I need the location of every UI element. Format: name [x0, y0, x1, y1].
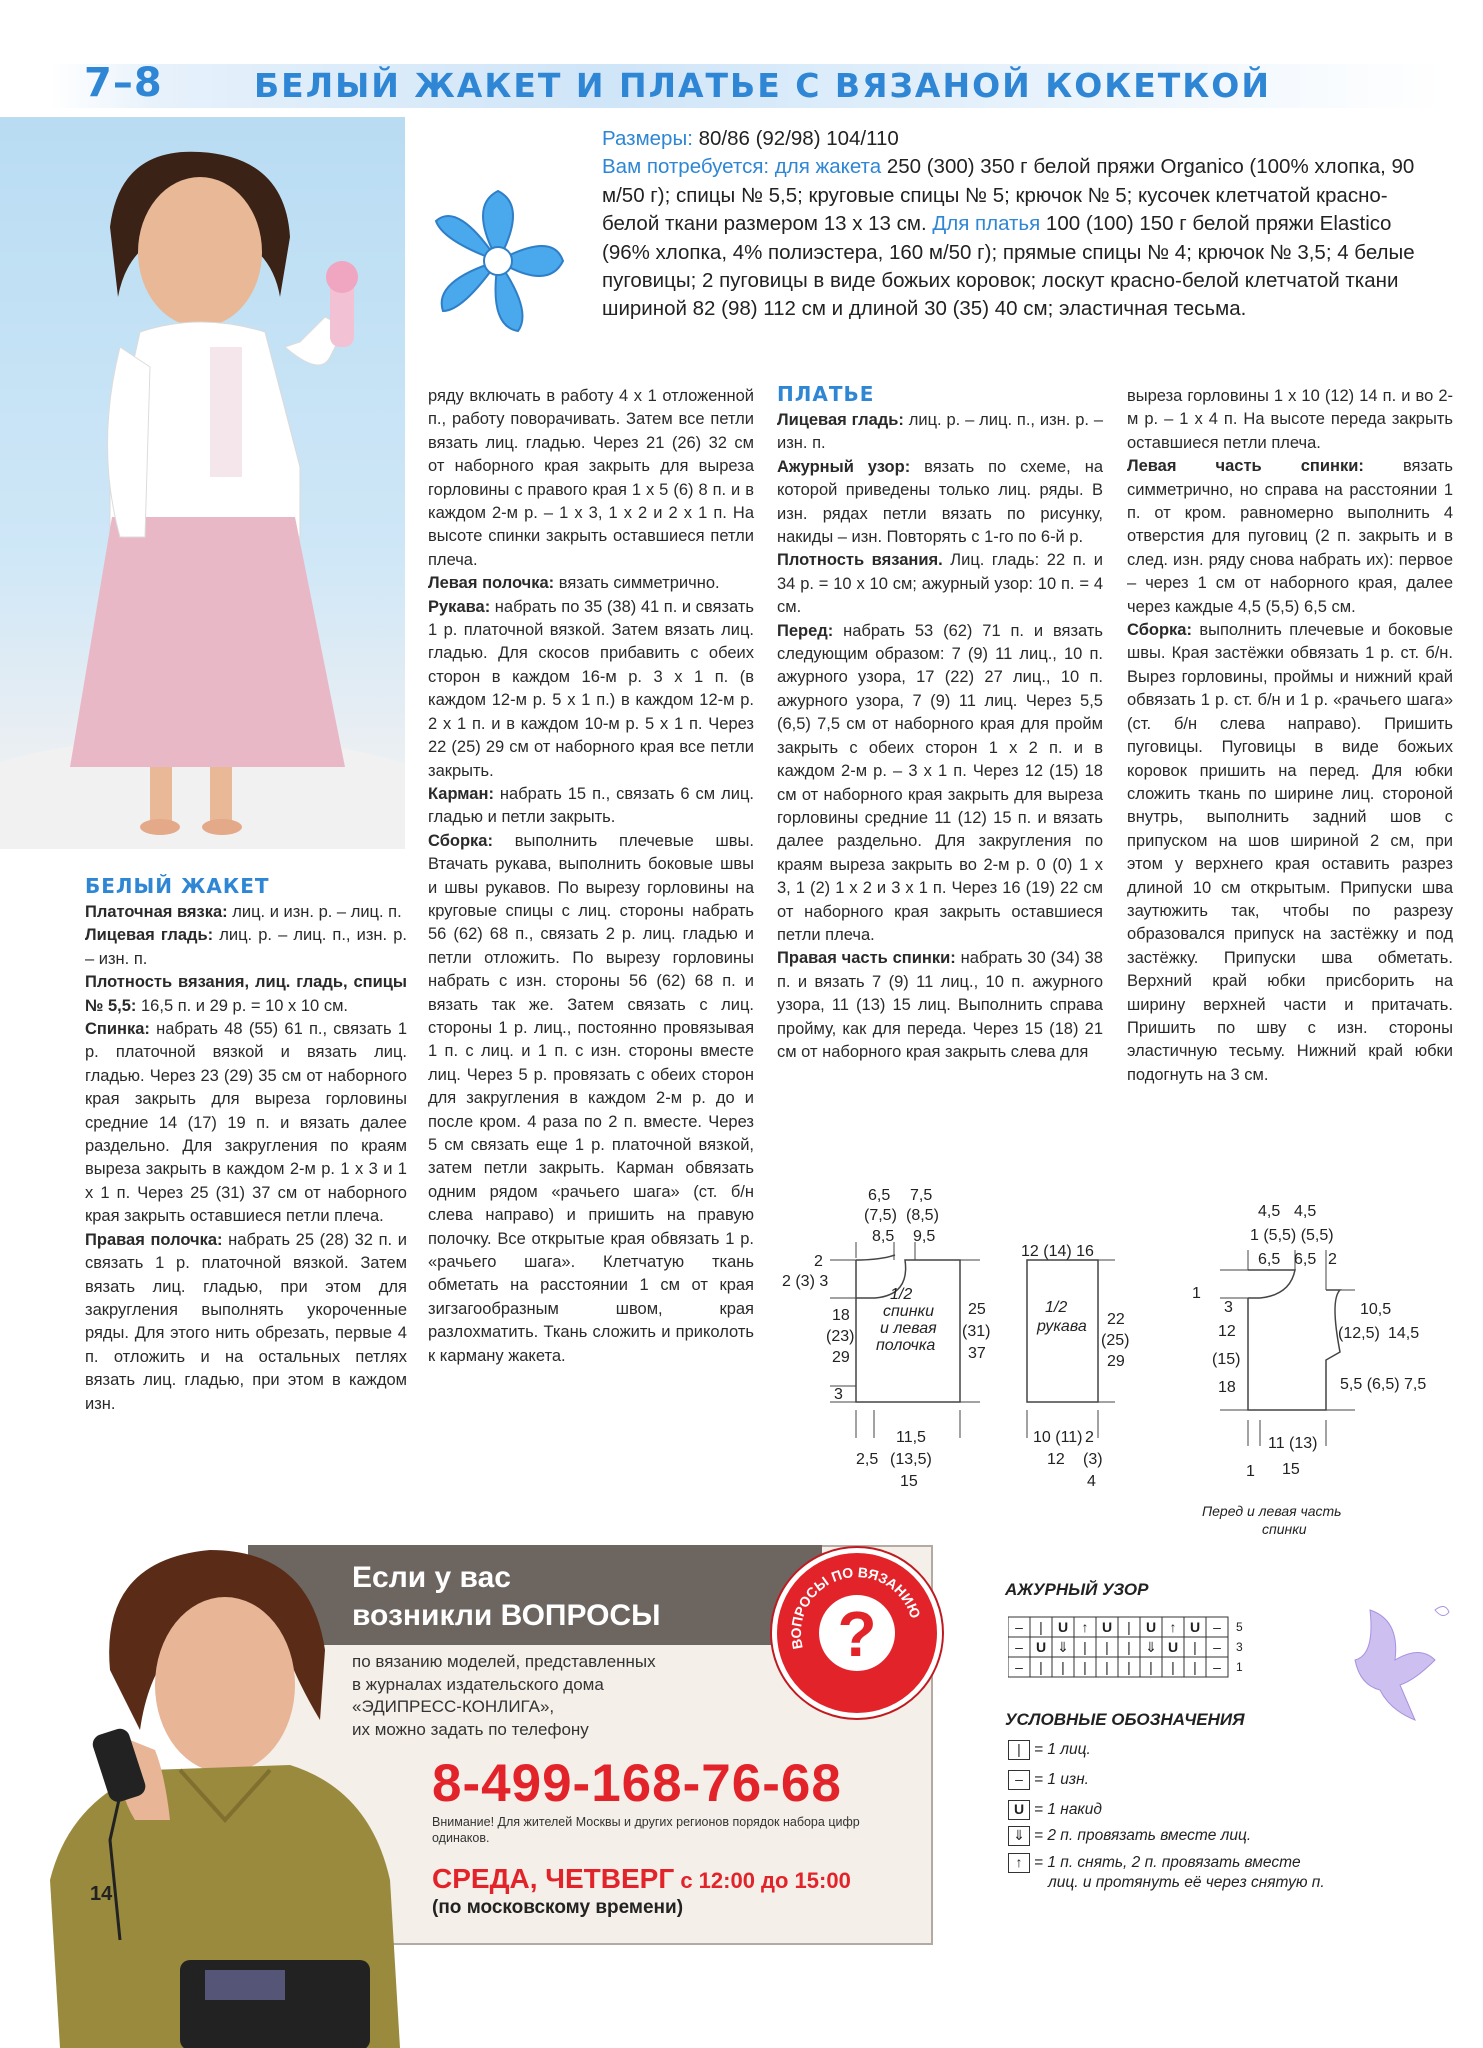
piece-label: 1/2 [890, 1286, 913, 1303]
paragraph [1127, 455, 1453, 619]
text: набрать 53 (62) 71 п. и вязать следующим образом: 7 (9) 11 лиц., 10 п. ажурного узора, 17 (22) 27 лиц., 10 п. ажурного узора, 7 (9) 11 лиц. Через 5,5 (6,5) 7,5 см от наборного края для пройм закрыть с обеих сторон 1 х 2 п. и в каждом 2-м р. – 3 х 1 п. Через 12 (15) 18 см от наборного края закрыть для выреза горловины средние 11 (12) 15 п. и вязать далее раздельно. Для закругления по краям выреза закрыть во 2-м р. 0 (0) 1 х 3, 1 (2) 1 х 2 и 3 х 1 п. Через 16 (19) 22 см от наборного края закрыть оставшиеся петли плеча. [777, 621, 1103, 944]
svg-text:|: | [1105, 1659, 1109, 1675]
paragraph [777, 456, 1103, 550]
flower-icon [428, 186, 568, 336]
paragraph [85, 924, 407, 971]
dim-label: 37 [968, 1345, 986, 1362]
paragraph [1127, 619, 1453, 1087]
diagram-caption: Перед и левая часть [1202, 1503, 1342, 1519]
svg-text:–: – [1015, 1639, 1023, 1655]
svg-text:–: – [1213, 1659, 1221, 1675]
svg-text:|: | [1127, 1619, 1131, 1635]
dim-label: 6,5 [868, 1187, 891, 1204]
purl-icon: – [1008, 1770, 1030, 1790]
pattern-back-front [770, 1180, 1000, 1500]
term: Карман: [428, 784, 494, 803]
piece-label: полочка [876, 1337, 936, 1354]
dim-label: 4 [1087, 1473, 1096, 1490]
bird-icon [1340, 1590, 1460, 1730]
article-number: 7–8 [84, 60, 163, 106]
dim-label: 1 [1246, 1463, 1255, 1480]
svg-text:–: – [1015, 1619, 1023, 1635]
svg-text:–: – [1015, 1659, 1023, 1675]
promo-desc-line: по вязанию моделей, представленных [352, 1652, 656, 1671]
text: вязать симметрично. [554, 574, 720, 593]
text: набрать 48 (55) 61 п., связать 1 р. платочной вязкой и вязать лиц. гладью. Через 23 (29) 35 см от наборного края закрыть для выреза горловины средние 14 (17) 19 п. и вязать далее раздельно. Для закругления по краям выреза закрыть в каждом 2-м р. 1 х 3 и 1 х 1 п. Через 25 (31) 37 см от наборного края закрыть оставшиеся петли плеча. [85, 1020, 407, 1226]
column-dress-cont [1127, 385, 1453, 1087]
paragraph: ряду включать в работу 4 х 1 отложенной п., работу поворачивать. Затем все петли вязать лиц. гладью. Через 21 (26) 32 см от наборного края закрыть для выреза горловины с правого края 1 х 5 (6) 8 п. и в каждом 2-м р. – 1 х 3, 1 х 2 и 2 х 1 п. На высоте спинки закрыть оставшиеся петли плеча. [428, 387, 754, 569]
row-number: 1 [1236, 1660, 1243, 1674]
text: 16,5 п. и 29 р. = 10 х 10 см. [136, 996, 348, 1015]
dim-label: 11 (13) [1268, 1435, 1318, 1452]
dim-label: 12 (14) 16 [1021, 1243, 1094, 1260]
term: Левая часть спинки: [1127, 457, 1364, 476]
term: Плотность вязания, лиц. гладь, спицы № 5,5: [85, 973, 407, 1015]
text: Лиц. гладь: 22 п. и 34 р. = 10 х 10 см; ажурный узор: 10 п. = 4 см. [777, 551, 1103, 617]
dim-label: 29 [832, 1349, 850, 1366]
chart-title: АЖУРНЫЙ УЗОР [1005, 1580, 1149, 1599]
lace-chart-grid [1008, 1616, 1238, 1680]
section-title-jacket: БЕЛЫЙ ЖАКЕТ [85, 874, 270, 898]
yarn-over-icon: U [1008, 1800, 1030, 1820]
dim-label: 14,5 [1388, 1325, 1420, 1342]
legend-item: = 1 лиц. [1034, 1741, 1091, 1758]
dim-label: (12,5) [1338, 1325, 1380, 1342]
piece-label: 1/2 [1045, 1299, 1068, 1316]
term: Ажурный узор: [777, 457, 911, 476]
promo-question-2: возникли ВОПРОСЫ [352, 1599, 661, 1632]
paragraph [85, 971, 407, 1018]
svg-text:↑: ↑ [1081, 1619, 1089, 1635]
text: выполнить плечевые и боковые швы. Края застёжки обвязать 1 р. ст. б/н. Вырез горловины, проймы и нижний край обвязать 1 р. ст. б/н и 1 р. «рачьего шага» (ст. б/н слева направо). Пришить пуговицы. Пуговицы в виде божьих коровок пришить на перед. Для юбки сложить ткань по ширине лиц. стороной внутрь, выполнить задний шов с припуском на шов шириной 2 см, при этом у верхнего края оставить разрез длиной 10 см открытым. Припуски шва заутюжить так, чтобы по разрезу образовался припуск на застёжку и под застёжку. Припуски шва обметать. Верхний край юбки присборить на ширину верхней части и притачать. Пришить по шву с изн. стороны эластичную тесьму. Нижний край юбки подогнуть на 3 см. [1127, 621, 1453, 1084]
dim-label: 2 [1085, 1429, 1094, 1446]
dim-label: 5,5 (6,5) 7,5 [1340, 1376, 1427, 1393]
dim-label: (15) [1212, 1351, 1241, 1368]
need-dress: 100 (100) 150 г белой пряжи Elastico (96% хлопка, 4% полиэстера, 160 м/50 г); прямые спицы № 4; крючок № 3,5; 4 белые пуговицы; 2 пуговицы в виде божьих коровок; лоскут красно-белой клетчатой ткани шириной 82 (98) 112 см и длиной 30 (35) 40 см; эластичная тесьма. [602, 212, 1415, 321]
dim-label: 18 [832, 1307, 850, 1324]
promo-days [432, 1863, 851, 1895]
term: Лицевая гладь: [85, 926, 214, 945]
dim-label: 6,5 [1294, 1251, 1317, 1268]
row-number: 5 [1236, 1620, 1243, 1634]
legend-item: лиц. и протянуть её через снятую п. [1048, 1874, 1325, 1891]
term: Спинка: [85, 1020, 150, 1039]
term: Правая часть спинки: [777, 949, 956, 968]
dim-label: 18 [1218, 1379, 1236, 1396]
diagram-caption: спинки [1262, 1521, 1307, 1537]
svg-text:↑: ↑ [1169, 1619, 1177, 1635]
dim-label: 7,5 [910, 1187, 933, 1204]
svg-text:|: | [1149, 1659, 1153, 1675]
term: Левая полочка: [428, 574, 555, 593]
piece-label: рукава [1037, 1318, 1087, 1335]
paragraph: выреза горловины 1 х 10 (12) 14 п. и во 2-м р. – 1 х 4 п. На высоте переда закрыть оставшиеся петли плеча. [1127, 387, 1453, 452]
dim-label: 2 [1328, 1251, 1337, 1268]
dim-label: 4,5 [1258, 1203, 1281, 1220]
dim-label: (23) [826, 1328, 855, 1345]
dim-label: 9,5 [913, 1228, 936, 1245]
paragraph [428, 783, 754, 830]
dim-label: 10,5 [1360, 1301, 1392, 1318]
dim-label: 22 [1107, 1311, 1125, 1328]
consultant-photo [40, 1520, 400, 2048]
column-jacket-cont [428, 385, 754, 1368]
text: набрать 25 (28) 32 п. и связать 1 р. платочной вязкой. Затем вязать лиц. гладью, при этом для закругления выполнять укороченные ряды. Для этого нить обрезать, первые 4 п. отложить и на остальных петлях вязать лиц. гладью, при этом в каждом изн. [85, 1230, 407, 1413]
legend-item: = 1 изн. [1034, 1771, 1089, 1788]
legend-item: = 1 п. снять, 2 п. провязать вместе [1034, 1854, 1301, 1871]
paragraph [428, 830, 754, 1368]
paragraph [777, 409, 1103, 456]
legend-item: = 2 п. провязать вместе лиц. [1034, 1827, 1252, 1844]
svg-text:|: | [1061, 1659, 1065, 1675]
materials-intro [602, 125, 1442, 324]
svg-text:|: | [1039, 1619, 1043, 1635]
hours: с 12:00 до 15:00 [674, 1868, 851, 1893]
svg-text:U: U [1035, 1639, 1047, 1655]
term: Рукава: [428, 597, 491, 616]
dim-label: 2 [814, 1253, 823, 1270]
dim-label: 3 [834, 1386, 843, 1403]
dim-label: (3) [1083, 1451, 1103, 1468]
legend-item: = 1 накид [1034, 1801, 1102, 1818]
paragraph [85, 1018, 407, 1229]
term: Платочная вязка: [85, 903, 228, 921]
svg-text:U: U [1167, 1639, 1179, 1655]
svg-text:|: | [1193, 1659, 1197, 1675]
section-title-dress: ПЛАТЬЕ [777, 382, 875, 406]
pattern-dress-front [1180, 1180, 1470, 1540]
dim-label: 2,5 [856, 1451, 879, 1468]
text: набрать по 35 (38) 41 п. и связать 1 р. платочной вязкой. Затем вязать лиц. гладью. Для скосов прибавить с обеих сторон в каждом 16-м р. 3 х 1 п. (в каждом 12-м р. 5 х 1 п.) в каждом 12-м р. 2 х 1 п. и в каждом 10-м р. 5 х 1 п. Через 22 (25) 29 см от наборного края все петли закрыть. [428, 597, 754, 780]
dim-label: 3 [1224, 1299, 1233, 1316]
svg-text:|: | [1039, 1659, 1043, 1675]
dim-label: 4,5 [1294, 1203, 1317, 1220]
need-label: Вам потребуется: для жакета [602, 155, 882, 179]
piece-label: и левая [880, 1320, 937, 1337]
text: набрать 30 (34) 38 п. и вязать 7 (9) 11 лиц., 10 п. ажурного узора, 11 (13) 15 лиц. Выполнить справа пройму, как для переда. Через 15 (18) 21 см от наборного края закрыть слева для [777, 949, 1103, 1061]
dim-label: 25 [968, 1301, 986, 1318]
dim-label: 15 [1282, 1461, 1300, 1478]
days: СРЕДА, ЧЕТВЕРГ [432, 1863, 675, 1894]
questions-badge [772, 1548, 942, 1718]
svg-text:|: | [1127, 1659, 1131, 1675]
term: Плотность вязания. [777, 551, 943, 570]
promo-note: Внимание! Для жителей Москвы и других регионов порядок набора цифр одинаков. [432, 1815, 860, 1845]
dim-label: 8,5 [872, 1228, 895, 1245]
svg-text:|: | [1171, 1659, 1175, 1675]
legend-title: УСЛОВНЫЕ ОБОЗНАЧЕНИЯ [1005, 1710, 1245, 1729]
text: лиц. р. – лиц. п., изн. р. – изн. п. [85, 926, 407, 968]
svg-text:|: | [1127, 1639, 1131, 1655]
dim-label: 12 [1047, 1451, 1065, 1468]
need-jacket: 250 (300) 350 г белой пряжи Organico (100% хлопка, 90 м/50 г); спицы № 5,5; круговые спицы № 5; крючок № 5; кусочек клетчатой красно-белой ткани размером 13 х 13 см. [602, 155, 1415, 236]
dim-label: 12 [1218, 1323, 1236, 1340]
girl-photo [0, 117, 405, 849]
svg-text:U: U [1101, 1619, 1113, 1635]
term: Сборка: [1127, 621, 1192, 640]
k2tog-icon: ⇓ [1008, 1826, 1030, 1846]
dim-label: 15 [900, 1473, 918, 1490]
text: лиц. р. – лиц. п., изн. р. – изн. п. [777, 411, 1103, 453]
text: лиц. и изн. р. – лиц. п. [227, 903, 402, 921]
svg-text:|: | [1105, 1639, 1109, 1655]
badge-text: ВОПРОСЫ ПО ВЯЗАНИЮ [787, 1564, 924, 1651]
dim-label: 6,5 [1258, 1251, 1281, 1268]
dim-label: (8,5) [906, 1207, 939, 1224]
sizes-value: 80/86 (92/98) 104/110 [692, 127, 899, 150]
article-title: БЕЛЫЙ ЖАКЕТ И ПЛАТЬЕ С ВЯЗАНОЙ КОКЕТКОЙ [254, 66, 1271, 105]
promo-desc-line: их можно задать по телефону [352, 1720, 589, 1740]
term: Лицевая гладь: [777, 411, 904, 429]
paragraph [85, 1229, 407, 1416]
lace-chart [1008, 1616, 1243, 1680]
column-dress [777, 382, 1103, 1064]
term: Правая полочка: [85, 1230, 223, 1249]
dim-label: (7,5) [864, 1207, 897, 1224]
dim-label: (31) [962, 1323, 991, 1340]
svg-text:U: U [1057, 1619, 1069, 1635]
dress-label: Для платья [932, 212, 1041, 236]
promo-desc-line: «ЭДИПРЕСС-КОНЛИГА», [352, 1697, 555, 1717]
knit-icon: | [1008, 1740, 1030, 1760]
term: Сборка: [428, 831, 493, 850]
row-number: 3 [1236, 1640, 1243, 1654]
page-number: 14 [90, 1883, 113, 1905]
paragraph [428, 572, 754, 595]
text: вязать по схеме, на которой приведены только лиц. ряды. В изн. рядах петли вязать по рисунку, накиды – изн. Повторять с 1-го по 6-й р. [777, 457, 1103, 547]
svg-text:U: U [1189, 1619, 1201, 1635]
promo-timezone: (по московскому времени) [432, 1897, 684, 1918]
text: набрать 15 п., связать 6 см лиц. гладью и петли закрыть. [428, 784, 754, 827]
promo-desc-line: в журналах издательского дома [352, 1674, 604, 1694]
paragraph [85, 901, 407, 924]
sizes-label: Размеры: [602, 127, 693, 150]
svg-text:–: – [1213, 1639, 1221, 1655]
dim-label: 2 (3) 3 [782, 1273, 829, 1290]
svg-text:|: | [1083, 1659, 1087, 1675]
paragraph [428, 596, 754, 783]
text: вязать симметрично, но справа на расстоянии 1 п. от кром. равномерно выполнить 4 отверстия для пуговиц (2 п. закрыть и в след. изн. ряду снова набрать их): первое – через 1 см от наборного края, далее через каждые 4,5 (5,5) 6,5 см. [1127, 457, 1453, 616]
svg-text:⇓: ⇓ [1057, 1639, 1069, 1655]
phone-number[interactable]: 8-499-168-76-68 [432, 1754, 842, 1813]
dim-label: 1 (5,5) (5,5) [1250, 1227, 1334, 1244]
svg-text:–: – [1213, 1619, 1221, 1635]
paragraph [777, 620, 1103, 948]
pattern-sleeve [1015, 1180, 1145, 1500]
dim-label: (13,5) [890, 1451, 932, 1468]
question-mark-icon: ? [819, 1595, 895, 1671]
svg-text:|: | [1083, 1639, 1087, 1655]
piece-label: спинки [883, 1303, 934, 1320]
svg-text:|: | [1193, 1639, 1197, 1655]
dim-label: 29 [1107, 1353, 1125, 1370]
promo-question-1: Если у вас [352, 1561, 511, 1594]
term: Перед: [777, 621, 834, 640]
text: выполнить плечевые швы. Втачать рукава, выполнить боковые швы и швы рукавов. По вырезу горловины на круговые спицы с лиц. стороны набрать 56 (62) 68 п., связать 2 р. лиц. гладью и петли отложить. По вырезу горловины набрать с изн. стороны 56 (62) 68 п. и вязать так же. Затем связать с лиц. стороны 1 р. лиц., постоянно провязывая 1 п. с лиц. и 1 п. с изн. стороны вместе лиц. Через 5 р. провязать с обеих сторон для закругления в каждом 2-м р. до и после кром. 4 раза по 2 п. вместе. Через 5 см связать еще 1 р. платочной вязкой, затем петли закрыть. Карман обвязать одним рядом «рачьего шага» (ст. б/н слева направо) и пришить на правую полочку. Все открытые края обвязать 1 р. «рачьего шага». Клетчатую ткань обметать на расстоянии 1 см от края зигзагообразным швом, края разлохматить. Ткань сложить и приколоть к карману жакета. [428, 831, 754, 1365]
dim-label: (25) [1101, 1332, 1130, 1349]
svg-text:⇓: ⇓ [1145, 1639, 1157, 1655]
svg-text:U: U [1145, 1619, 1157, 1635]
paragraph [777, 947, 1103, 1064]
dim-label: 1 [1192, 1285, 1201, 1302]
dim-label: 10 (11) [1033, 1429, 1083, 1446]
sk2p-icon: ↑ [1008, 1853, 1030, 1873]
paragraph [777, 549, 1103, 619]
dim-label: 11,5 [896, 1429, 926, 1446]
column-jacket [85, 874, 407, 1416]
